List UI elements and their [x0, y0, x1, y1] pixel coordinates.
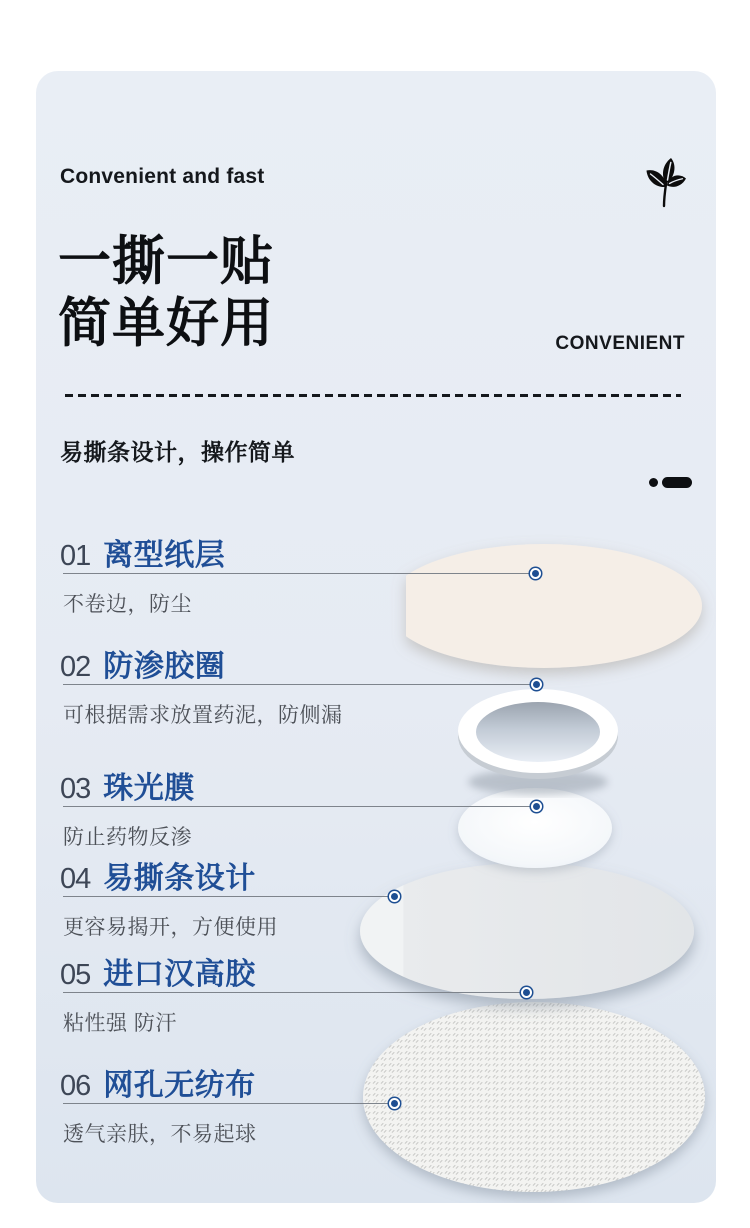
layer-heading — [60, 1060, 393, 1102]
main-title-line1: 一撕一贴 — [58, 232, 274, 291]
layer-desc: 防止药物反渗 — [63, 826, 192, 849]
layer-title: 进口汉高胶 — [103, 958, 256, 991]
layer-rule — [63, 573, 534, 574]
layer-title: 防渗胶圈 — [103, 650, 226, 683]
layer-heading — [60, 641, 535, 683]
layer-dot — [533, 803, 540, 810]
layer-dot — [532, 570, 539, 577]
layer-rule — [63, 896, 393, 897]
layer-number: 05 — [60, 959, 91, 991]
layer-dot — [533, 681, 540, 688]
layer-desc: 不卷边，防尘 — [63, 593, 192, 616]
promo-card — [36, 71, 716, 1203]
layer-title: 易撕条设计 — [103, 862, 256, 895]
layer-number: 04 — [60, 863, 91, 895]
eyebrow-text: Convenient and fast — [60, 165, 265, 188]
layer-number: 06 — [60, 1070, 91, 1102]
main-title — [58, 231, 274, 355]
layer-item-05 — [60, 949, 525, 1037]
layer-dot — [391, 1100, 398, 1107]
layer-item-01 — [60, 530, 534, 618]
layer-dot — [523, 989, 530, 996]
layer-number: 03 — [60, 773, 91, 805]
layer-item-04 — [60, 853, 393, 941]
layer-rule — [63, 684, 535, 685]
layer-title: 珠光膜 — [103, 772, 195, 805]
layer-desc: 透气亲肤，不易起球 — [63, 1123, 257, 1146]
layer-heading — [60, 853, 393, 895]
layer-number: 01 — [60, 540, 91, 572]
section-subtitle: 易撕条设计，操作简单 — [60, 439, 295, 465]
dashed-divider — [65, 394, 681, 397]
layer-rule — [63, 992, 525, 993]
side-label: CONVENIENT — [555, 333, 685, 354]
dash-icon — [662, 477, 692, 488]
layer-item-02 — [60, 641, 535, 729]
layer-desc: 更容易揭开，方便使用 — [63, 916, 278, 939]
main-title-line2: 简单好用 — [58, 294, 274, 353]
layer-title: 网孔无纺布 — [103, 1069, 256, 1102]
leaf-icon — [643, 156, 687, 208]
layer-desc: 粘性强 防汗 — [63, 1012, 177, 1035]
dot-dash-icon — [649, 477, 692, 488]
layer-desc: 可根据需求放置药泥，防侧漏 — [63, 704, 343, 727]
layer-item-06 — [60, 1060, 393, 1148]
layer-heading — [60, 763, 535, 805]
dot-icon — [649, 478, 658, 487]
layer-heading — [60, 530, 534, 572]
layer-heading — [60, 949, 525, 991]
layer-rule — [63, 1103, 393, 1104]
layer-rule — [63, 806, 535, 807]
layer-number: 02 — [60, 651, 91, 683]
layer-title: 离型纸层 — [103, 539, 226, 572]
layer-dot — [391, 893, 398, 900]
layer-item-03 — [60, 763, 535, 851]
